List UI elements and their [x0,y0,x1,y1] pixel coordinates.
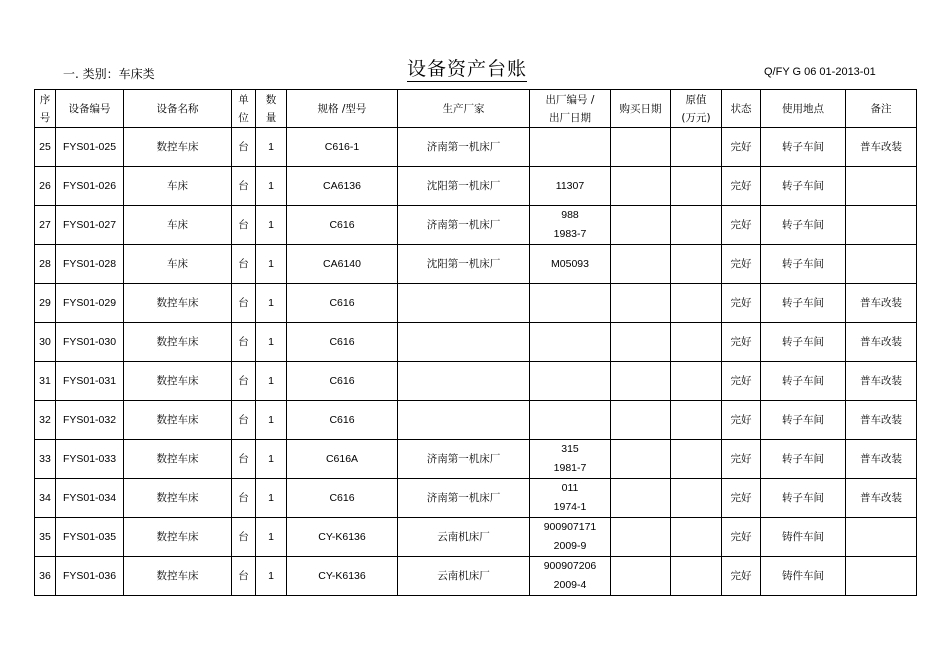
category-label: 一. 类别：车床类 [63,67,155,81]
cell-serial-date [530,167,611,206]
cell-no: 30 [35,323,56,362]
cell-qty: 1 [256,284,287,323]
col-location: 使用地点 [761,90,846,128]
cell-location: 转子车间 [761,479,846,518]
cell-value [671,128,722,167]
cell-status: 完好 [722,323,761,362]
cell-status: 完好 [722,362,761,401]
col-qty: 数 量 [256,90,287,128]
cell-maker: 济南第一机床厂 [398,128,530,167]
cell-location: 转子车间 [761,284,846,323]
table-row [35,206,917,245]
cell-purchase-date [611,206,671,245]
cell-qty: 1 [256,245,287,284]
cell-note: 普车改装 [846,479,917,518]
cell-location: 转子车间 [761,128,846,167]
cell-no: 26 [35,167,56,206]
cell-note: 普车改装 [846,323,917,362]
cell-no: 28 [35,245,56,284]
cell-serial-date [530,518,611,557]
cell-purchase-date [611,323,671,362]
cell-id: FYS01-034 [56,479,124,518]
cell-maker [398,323,530,362]
cell-qty: 1 [256,206,287,245]
cell-purchase-date [611,167,671,206]
cell-name: 数控车床 [124,440,232,479]
cell-id: FYS01-026 [56,167,124,206]
col-note: 备注 [846,90,917,128]
cell-status: 完好 [722,128,761,167]
cell-maker: 云南机床厂 [398,557,530,596]
cell-unit: 台 [232,440,256,479]
cell-serial-date [530,401,611,440]
col-purchase-date: 购买日期 [611,90,671,128]
serial-number: 900907206 [543,560,597,572]
cell-value [671,245,722,284]
cell-serial-date [530,557,611,596]
cell-unit: 台 [232,518,256,557]
cell-serial-date [530,362,611,401]
cell-unit: 台 [232,245,256,284]
cell-value [671,284,722,323]
cell-note [846,518,917,557]
cell-maker [398,362,530,401]
cell-model: C616 [287,206,398,245]
cell-status: 完好 [722,440,761,479]
cell-model: CY-K6136 [287,557,398,596]
cell-no: 27 [35,206,56,245]
cell-value [671,167,722,206]
cell-maker: 济南第一机床厂 [398,206,530,245]
cell-name: 车床 [124,245,232,284]
cell-unit: 台 [232,557,256,596]
cell-status: 完好 [722,245,761,284]
cell-location: 转子车间 [761,206,846,245]
cell-unit: 台 [232,284,256,323]
cell-unit: 台 [232,206,256,245]
cell-purchase-date [611,518,671,557]
table-row [35,167,917,206]
cell-maker: 沈阳第一机床厂 [398,245,530,284]
col-status: 状态 [722,90,761,128]
cell-name: 数控车床 [124,128,232,167]
cell-id: FYS01-032 [56,401,124,440]
table-row [35,401,917,440]
header-row [35,90,917,128]
cell-note: 普车改装 [846,440,917,479]
serial-number: M05093 [551,257,589,270]
cell-model: C616 [287,323,398,362]
cell-maker [398,284,530,323]
cell-note [846,206,917,245]
cell-qty: 1 [256,440,287,479]
cell-value [671,362,722,401]
cell-no: 35 [35,518,56,557]
serial-number: 988 [561,209,579,221]
cell-purchase-date [611,362,671,401]
asset-ledger-table [34,89,917,596]
table-row [35,440,917,479]
cell-maker: 沈阳第一机床厂 [398,167,530,206]
cell-model: C616 [287,401,398,440]
cell-note: 普车改装 [846,362,917,401]
cell-id: FYS01-031 [56,362,124,401]
cell-status: 完好 [722,557,761,596]
cell-model: C616-1 [287,128,398,167]
cell-purchase-date [611,479,671,518]
serial-number: 900907171 [543,521,597,533]
cell-id: FYS01-030 [56,323,124,362]
cell-model: C616A [287,440,398,479]
cell-id: FYS01-025 [56,128,124,167]
cell-qty: 1 [256,323,287,362]
cell-maker: 济南第一机床厂 [398,440,530,479]
cell-location: 转子车间 [761,440,846,479]
col-value: 原值 (万元) [671,90,722,128]
cell-id: FYS01-033 [56,440,124,479]
cell-no: 29 [35,284,56,323]
serial-number: 011 [561,482,579,494]
table-row [35,362,917,401]
col-id: 设备编号 [56,90,124,128]
cell-qty: 1 [256,557,287,596]
col-serial-date: 出厂编号 / 出厂日期 [530,90,611,128]
cell-status: 完好 [722,518,761,557]
cell-no: 33 [35,440,56,479]
cell-model: C616 [287,362,398,401]
cell-status: 完好 [722,206,761,245]
cell-note: 普车改装 [846,128,917,167]
cell-note: 普车改装 [846,401,917,440]
factory-date: 1983-7 [553,228,587,240]
cell-note [846,245,917,284]
cell-purchase-date [611,245,671,284]
cell-serial-date [530,284,611,323]
cell-purchase-date [611,284,671,323]
cell-model: C616 [287,284,398,323]
cell-location: 铸件车间 [761,557,846,596]
cell-name: 数控车床 [124,518,232,557]
col-model: 规格 /型号 [287,90,398,128]
cell-no: 32 [35,401,56,440]
cell-id: FYS01-028 [56,245,124,284]
factory-date: 1974-1 [553,501,587,513]
cell-maker: 济南第一机床厂 [398,479,530,518]
cell-status: 完好 [722,167,761,206]
factory-date: 2009-4 [553,579,587,591]
factory-date: 2009-9 [553,540,587,552]
cell-name: 数控车床 [124,401,232,440]
cell-model: CA6140 [287,245,398,284]
cell-model: CA6136 [287,167,398,206]
cell-no: 25 [35,128,56,167]
cell-serial-date [530,245,611,284]
cell-name: 数控车床 [124,362,232,401]
table-row [35,128,917,167]
cell-location: 转子车间 [761,167,846,206]
cell-location: 转子车间 [761,245,846,284]
cell-no: 36 [35,557,56,596]
cell-qty: 1 [256,401,287,440]
cell-value [671,401,722,440]
col-no: 序 号 [35,90,56,128]
cell-id: FYS01-029 [56,284,124,323]
cell-serial-date [530,128,611,167]
cell-no: 31 [35,362,56,401]
cell-location: 转子车间 [761,323,846,362]
cell-name: 数控车床 [124,557,232,596]
cell-qty: 1 [256,518,287,557]
cell-no: 34 [35,479,56,518]
table-row [35,518,917,557]
cell-value [671,440,722,479]
col-maker: 生产厂家 [398,90,530,128]
cell-name: 数控车床 [124,479,232,518]
cell-model: CY-K6136 [287,518,398,557]
cell-maker [398,401,530,440]
cell-status: 完好 [722,401,761,440]
cell-unit: 台 [232,323,256,362]
table-row [35,557,917,596]
cell-value [671,323,722,362]
cell-name: 车床 [124,167,232,206]
cell-location: 铸件车间 [761,518,846,557]
cell-serial-date [530,206,611,245]
cell-id: FYS01-027 [56,206,124,245]
cell-purchase-date [611,128,671,167]
cell-unit: 台 [232,128,256,167]
cell-name: 车床 [124,206,232,245]
serial-number: 11307 [555,179,585,192]
cell-id: FYS01-035 [56,518,124,557]
cell-value [671,518,722,557]
cell-serial-date [530,479,611,518]
cell-name: 数控车床 [124,284,232,323]
cell-id: FYS01-036 [56,557,124,596]
cell-qty: 1 [256,167,287,206]
cell-qty: 1 [256,128,287,167]
cell-location: 转子车间 [761,362,846,401]
page-title: 设备资产台账 [407,58,528,80]
cell-status: 完好 [722,479,761,518]
cell-value [671,206,722,245]
cell-model: C616 [287,479,398,518]
cell-serial-date [530,440,611,479]
cell-value [671,479,722,518]
cell-name: 数控车床 [124,323,232,362]
cell-unit: 台 [232,167,256,206]
cell-qty: 1 [256,479,287,518]
serial-number: 315 [561,443,579,455]
table-row [35,245,917,284]
cell-purchase-date [611,401,671,440]
cell-location: 转子车间 [761,401,846,440]
cell-unit: 台 [232,479,256,518]
cell-note [846,167,917,206]
cell-purchase-date [611,440,671,479]
cell-purchase-date [611,557,671,596]
cell-unit: 台 [232,401,256,440]
cell-status: 完好 [722,284,761,323]
col-unit: 单 位 [232,90,256,128]
cell-note: 普车改装 [846,284,917,323]
cell-unit: 台 [232,362,256,401]
table-row [35,284,917,323]
cell-maker: 云南机床厂 [398,518,530,557]
cell-note [846,557,917,596]
table-row [35,323,917,362]
document-code: Q/FY G 06 01-2013-01 [764,66,876,78]
cell-serial-date [530,323,611,362]
cell-value [671,557,722,596]
factory-date: 1981-7 [553,462,587,474]
col-name: 设备名称 [124,90,232,128]
table-row [35,479,917,518]
cell-qty: 1 [256,362,287,401]
